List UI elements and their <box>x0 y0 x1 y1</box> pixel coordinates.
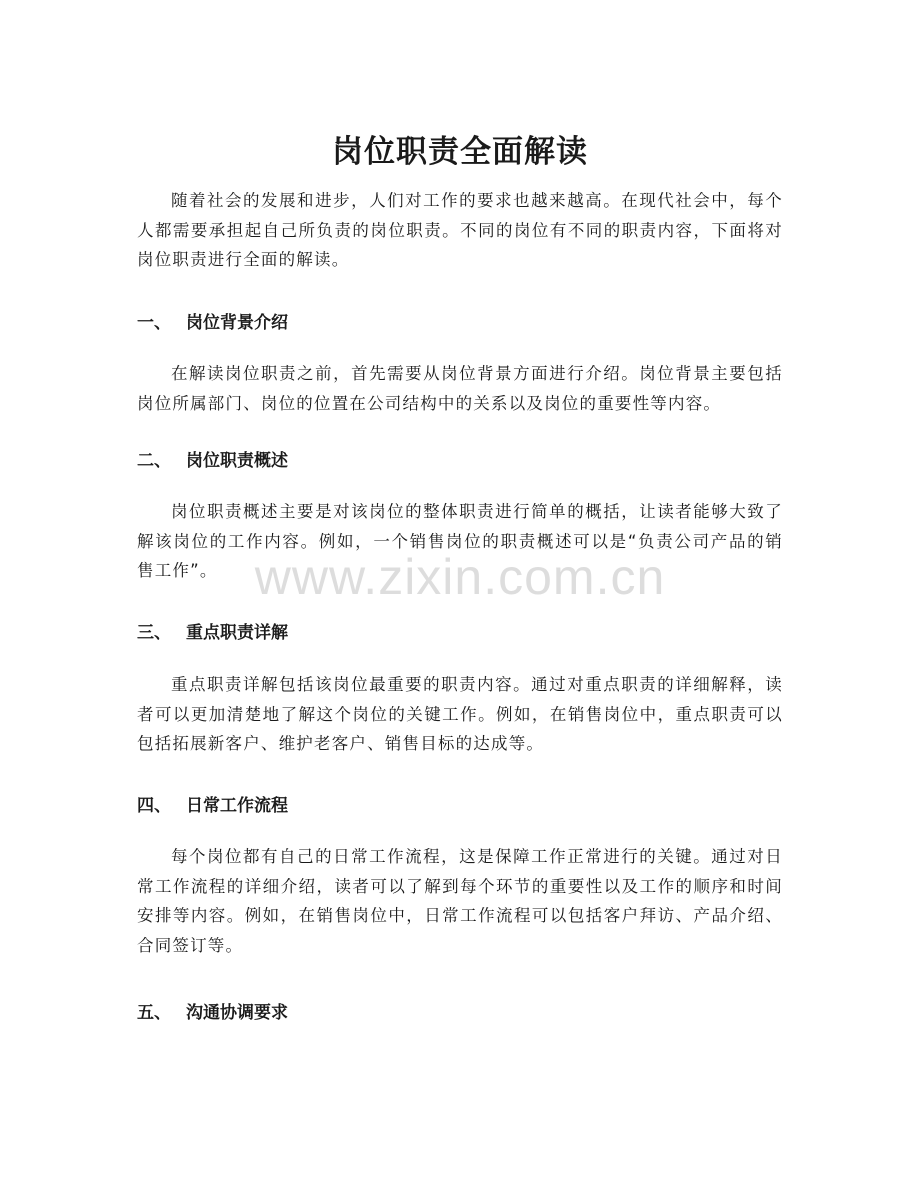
section-number: 二、 <box>137 451 171 471</box>
section-heading-5 <box>137 1001 288 1025</box>
section-number: 一、 <box>137 313 171 333</box>
section-body-4: 每个岗位都有自己的日常工作流程，这是保障工作正常进行的关键。通过对日常工作流程的详细介绍，读者可以了解到每个环节的重要性以及工作的顺序和时间安排等内容。例如，在销售岗位中，日常工作流程可以包括客户拜访、产品介绍、合同签订等。 <box>137 847 783 955</box>
section-body-2: 岗位职责概述主要是对该岗位的整体职责进行简单的概括，让读者能够大致了解该岗位的工作内容。例如，一个销售岗位的职责概述可以是“负责公司产品的销售工作”。 <box>137 502 783 580</box>
document-title: 岗位职责全面解读 <box>332 133 588 170</box>
section-heading-2 <box>137 449 288 473</box>
watermark: www.zixin.com.cn <box>254 549 666 605</box>
section-title: 日常工作流程 <box>186 796 288 816</box>
intro-paragraph: 随着社会的发展和进步，人们对工作的要求也越来越高。在现代社会中，每个人都需要承担起自己所负责的岗位职责。不同的岗位有不同的职责内容，下面将对岗位职责进行全面的解读。 <box>137 191 783 269</box>
section-heading-3 <box>137 621 288 645</box>
section-number: 三、 <box>137 623 171 643</box>
section-title: 重点职责详解 <box>186 623 288 643</box>
section-body-1: 在解读岗位职责之前，首先需要从岗位背景方面进行介绍。岗位背景主要包括岗位所属部门、岗位的位置在公司结构中的关系以及岗位的重要性等内容。 <box>137 364 783 413</box>
section-title: 岗位职责概述 <box>186 451 288 471</box>
section-number: 四、 <box>137 796 171 816</box>
section-body-3: 重点职责详解包括该岗位最重要的职责内容。通过对重点职责的详细解释，读者可以更加清楚地了解这个岗位的关键工作。例如，在销售岗位中，重点职责可以包括拓展新客户、维护老客户、销售目标的达成等。 <box>137 675 783 753</box>
section-heading-1 <box>137 311 288 335</box>
section-number: 五、 <box>137 1003 171 1023</box>
section-heading-4 <box>137 794 288 818</box>
section-title: 岗位背景介绍 <box>186 313 288 333</box>
section-title: 沟通协调要求 <box>186 1003 288 1023</box>
